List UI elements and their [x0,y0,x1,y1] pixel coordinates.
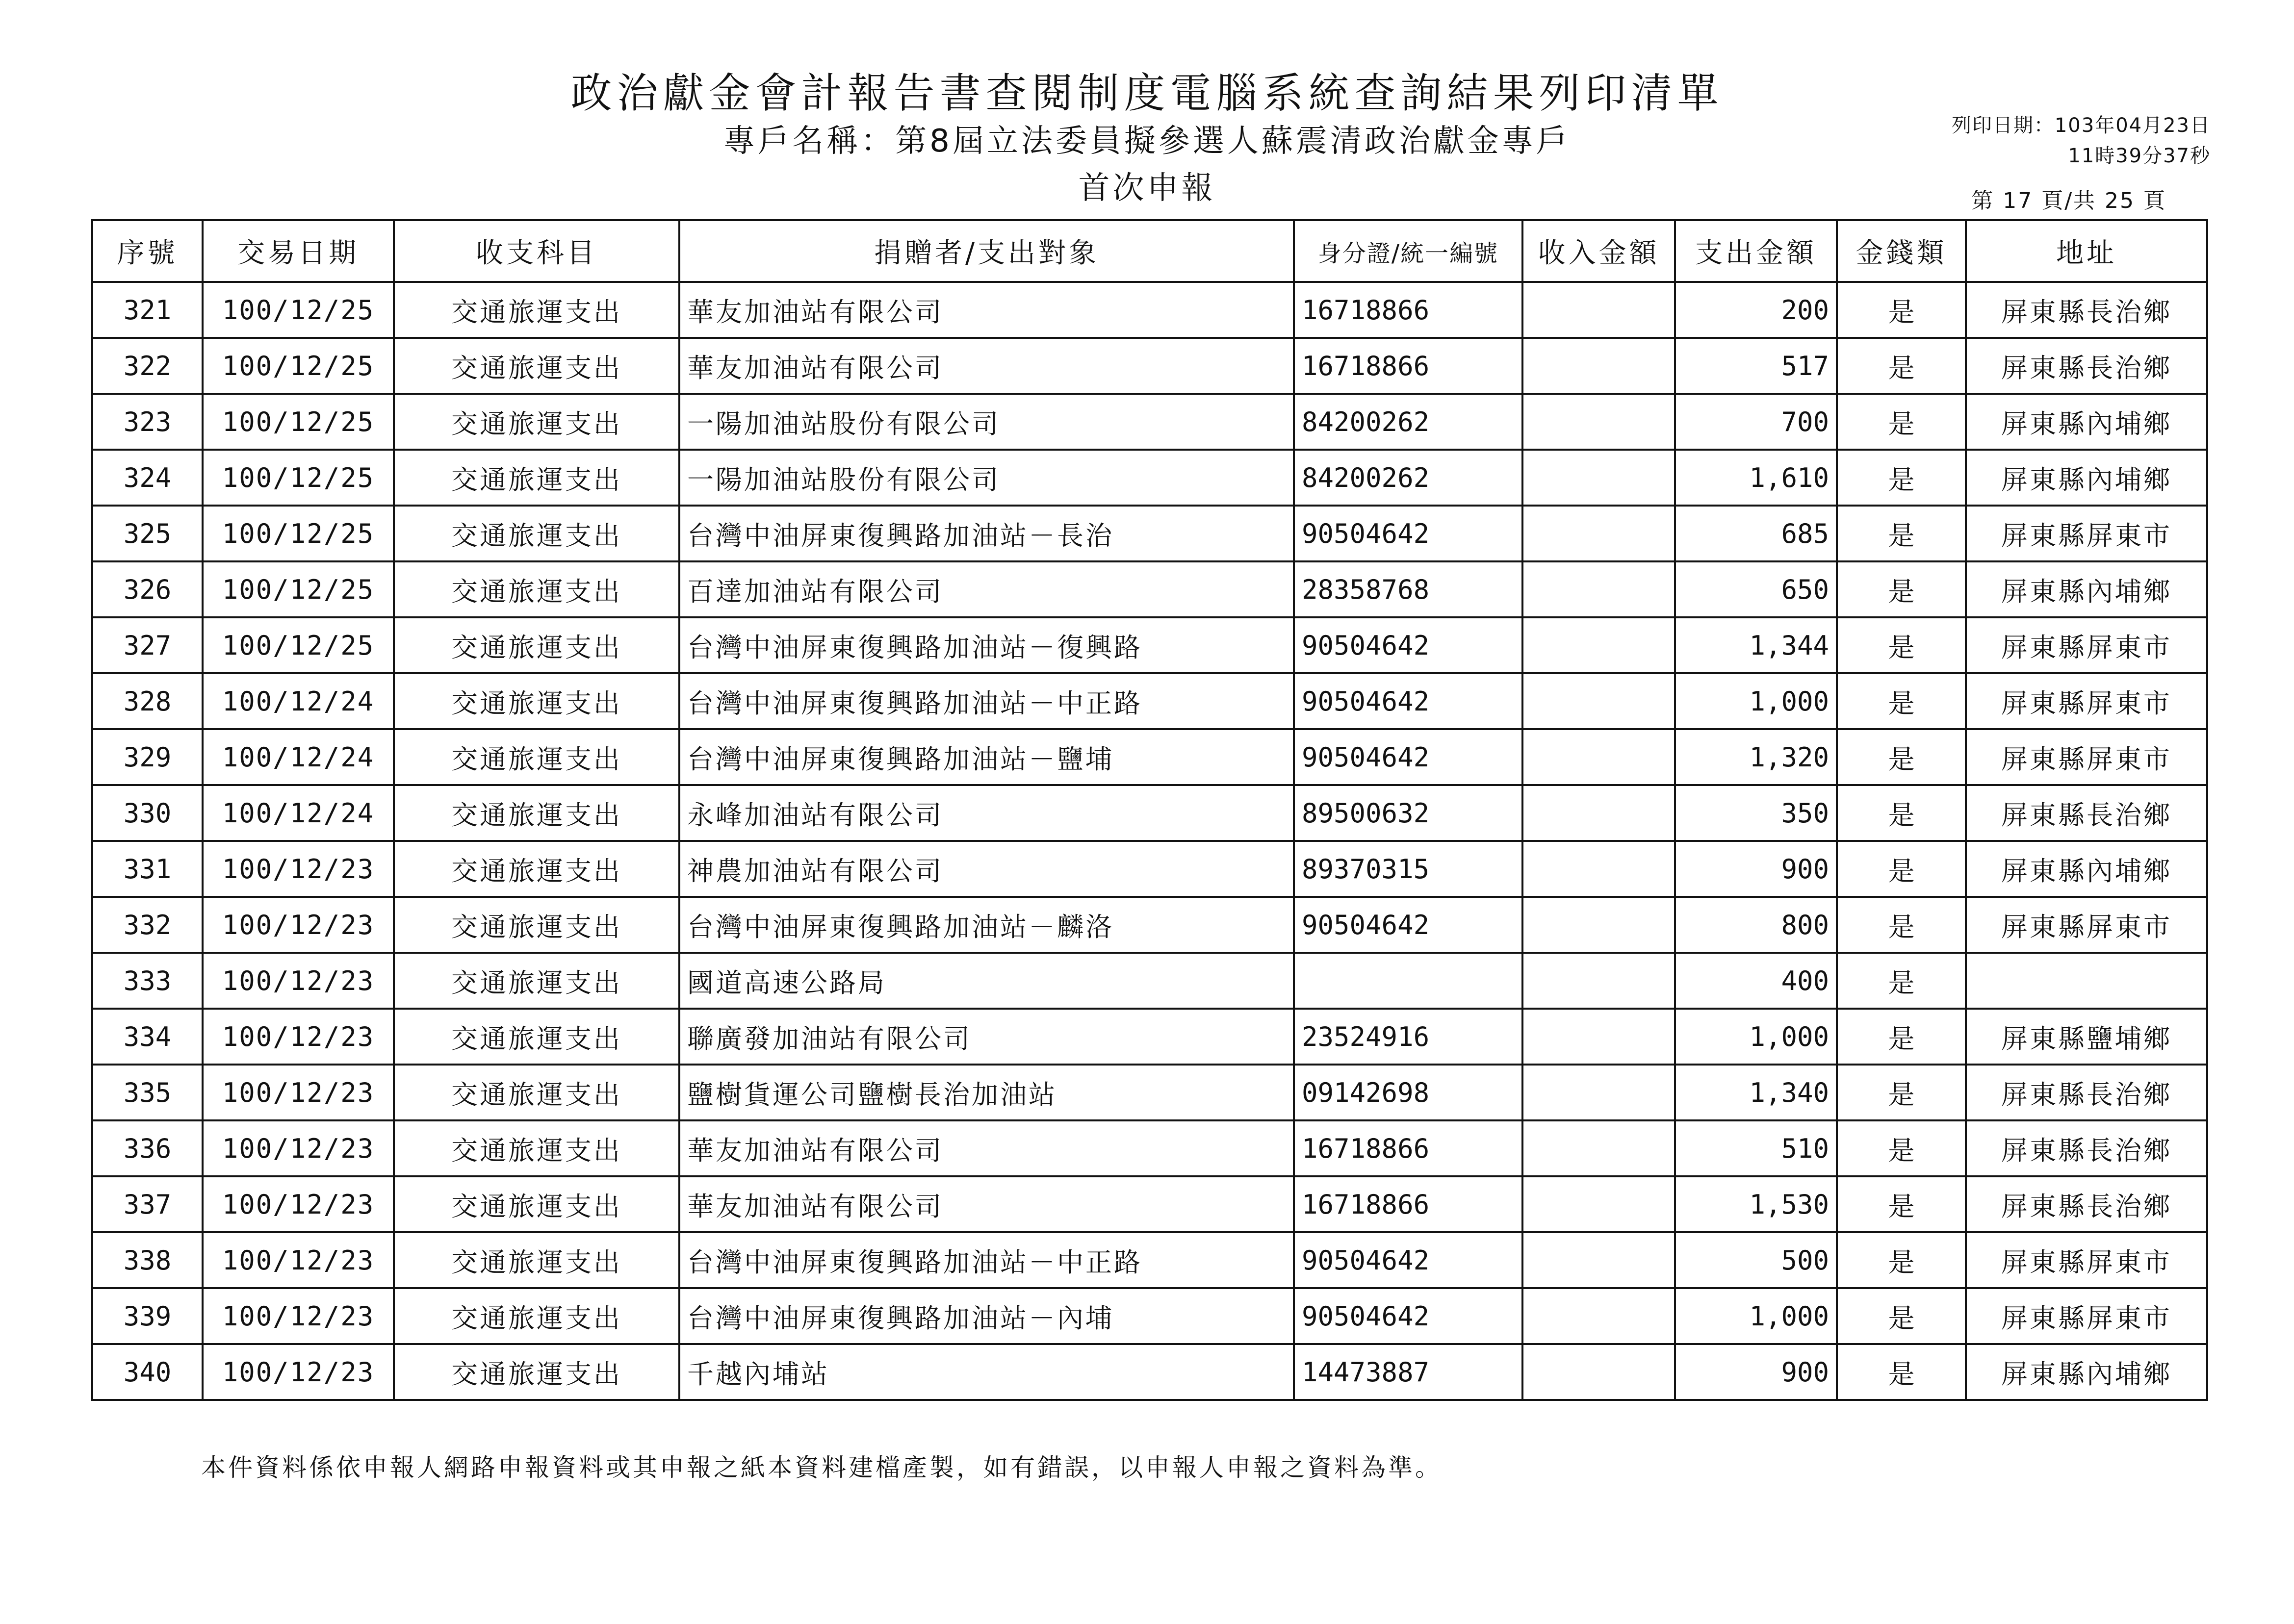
cell-id: 90504642 [1294,617,1522,673]
cell-money-type: 是 [1837,282,1966,338]
cell-address: 屏東縣屏東市 [1966,673,2207,729]
cell-expense: 800 [1675,897,1837,953]
cell-expense: 350 [1675,785,1837,841]
table-row [92,1065,2207,1120]
cell-address: 屏東縣內埔鄉 [1966,450,2207,506]
cell-income [1522,561,1675,617]
cell-address: 屏東縣長治鄉 [1966,338,2207,394]
cell-seq: 330 [92,785,203,841]
cell-party: 百達加油站有限公司 [679,561,1294,617]
table-row [92,282,2207,338]
cell-category: 交通旅運支出 [394,1120,679,1176]
cell-money-type: 是 [1837,506,1966,561]
column-header-date: 交易日期 [203,220,394,282]
cell-income [1522,394,1675,450]
cell-address: 屏東縣屏東市 [1966,729,2207,785]
cell-id: 16718866 [1294,282,1522,338]
cell-address: 屏東縣內埔鄉 [1966,1344,2207,1400]
cell-address: 屏東縣長治鄉 [1966,1065,2207,1120]
cell-money-type: 是 [1837,897,1966,953]
cell-party: 華友加油站有限公司 [679,338,1294,394]
table-row [92,1344,2207,1400]
cell-category: 交通旅運支出 [394,1009,679,1065]
cell-address: 屏東縣內埔鄉 [1966,841,2207,897]
cell-category: 交通旅運支出 [394,897,679,953]
cell-expense: 1,344 [1675,617,1837,673]
cell-expense: 1,320 [1675,729,1837,785]
cell-income [1522,1232,1675,1288]
table-row [92,561,2207,617]
cell-income [1522,1009,1675,1065]
cell-expense: 900 [1675,841,1837,897]
cell-category: 交通旅運支出 [394,1065,679,1120]
cell-seq: 322 [92,338,203,394]
cell-id: 90504642 [1294,897,1522,953]
cell-money-type: 是 [1837,1288,1966,1344]
cell-money-type: 是 [1837,841,1966,897]
cell-address: 屏東縣鹽埔鄉 [1966,1009,2207,1065]
table-row [92,1120,2207,1176]
column-header-party: 捐贈者/支出對象 [679,220,1294,282]
cell-id: 90504642 [1294,506,1522,561]
cell-money-type: 是 [1837,1344,1966,1400]
cell-party: 鹽樹貨運公司鹽樹長治加油站 [679,1065,1294,1120]
cell-seq: 326 [92,561,203,617]
table-row [92,785,2207,841]
cell-date: 100/12/23 [203,1176,394,1232]
cell-id: 09142698 [1294,1065,1522,1120]
print-date: 列印日期：103年04月23日 [1951,114,2211,137]
cell-date: 100/12/23 [203,1344,394,1400]
column-header-money-type: 金錢類 [1837,220,1966,282]
page-title: 政治獻金會計報告書查閱制度電腦系統查詢結果列印清單 [570,69,1724,117]
cell-category: 交通旅運支出 [394,338,679,394]
cell-seq: 324 [92,450,203,506]
cell-date: 100/12/24 [203,729,394,785]
cell-expense: 650 [1675,561,1837,617]
cell-address: 屏東縣長治鄉 [1966,1176,2207,1232]
cell-party: 台灣中油屏東復興路加油站－麟洛 [679,897,1294,953]
cell-seq: 329 [92,729,203,785]
table-row [92,506,2207,561]
cell-income [1522,953,1675,1009]
cell-seq: 328 [92,673,203,729]
cell-id [1294,953,1522,1009]
cell-date: 100/12/23 [203,841,394,897]
table-row [92,1009,2207,1065]
cell-money-type: 是 [1837,1176,1966,1232]
report-type: 首次申報 [1078,170,1216,206]
cell-party: 一陽加油站股份有限公司 [679,394,1294,450]
cell-income [1522,1176,1675,1232]
cell-income [1522,282,1675,338]
table-header-row [92,220,2207,282]
cell-seq: 325 [92,506,203,561]
cell-income [1522,897,1675,953]
cell-date: 100/12/23 [203,1120,394,1176]
cell-category: 交通旅運支出 [394,450,679,506]
cell-id: 16718866 [1294,1120,1522,1176]
cell-category: 交通旅運支出 [394,1288,679,1344]
cell-income [1522,450,1675,506]
cell-category: 交通旅運支出 [394,617,679,673]
cell-money-type: 是 [1837,1232,1966,1288]
cell-category: 交通旅運支出 [394,282,679,338]
cell-income [1522,1288,1675,1344]
cell-party: 台灣中油屏東復興路加油站－長治 [679,506,1294,561]
cell-party: 華友加油站有限公司 [679,1120,1294,1176]
cell-money-type: 是 [1837,1065,1966,1120]
cell-money-type: 是 [1837,617,1966,673]
cell-category: 交通旅運支出 [394,506,679,561]
cell-money-type: 是 [1837,450,1966,506]
cell-party: 台灣中油屏東復興路加油站－中正路 [679,673,1294,729]
cell-money-type: 是 [1837,729,1966,785]
cell-seq: 339 [92,1288,203,1344]
column-header-seq: 序號 [92,220,203,282]
table-row [92,338,2207,394]
cell-party: 神農加油站有限公司 [679,841,1294,897]
cell-money-type: 是 [1837,1009,1966,1065]
cell-address: 屏東縣內埔鄉 [1966,561,2207,617]
cell-date: 100/12/25 [203,282,394,338]
table-row [92,617,2207,673]
cell-seq: 332 [92,897,203,953]
cell-party: 華友加油站有限公司 [679,282,1294,338]
table-row [92,953,2207,1009]
table-row [92,673,2207,729]
cell-date: 100/12/25 [203,338,394,394]
cell-income [1522,841,1675,897]
cell-expense: 517 [1675,338,1837,394]
cell-address: 屏東縣屏東市 [1966,1232,2207,1288]
cell-party: 國道高速公路局 [679,953,1294,1009]
cell-party: 台灣中油屏東復興路加油站－中正路 [679,1232,1294,1288]
cell-id: 23524916 [1294,1009,1522,1065]
cell-id: 16718866 [1294,338,1522,394]
cell-address [1966,953,2207,1009]
cell-category: 交通旅運支出 [394,1232,679,1288]
cell-expense: 510 [1675,1120,1837,1176]
cell-category: 交通旅運支出 [394,394,679,450]
cell-seq: 338 [92,1232,203,1288]
table-row [92,897,2207,953]
footer-note: 本件資料係依申報人網路申報資料或其申報之紙本資料建檔產製，如有錯誤，以申報人申報之資料為準。 [201,1453,1442,1482]
cell-id: 90504642 [1294,729,1522,785]
cell-party: 聯廣發加油站有限公司 [679,1009,1294,1065]
cell-money-type: 是 [1837,673,1966,729]
cell-expense: 685 [1675,506,1837,561]
cell-income [1522,338,1675,394]
cell-seq: 335 [92,1065,203,1120]
cell-party: 一陽加油站股份有限公司 [679,450,1294,506]
cell-address: 屏東縣長治鄉 [1966,785,2207,841]
cell-income [1522,1120,1675,1176]
cell-date: 100/12/23 [203,1009,394,1065]
cell-id: 84200262 [1294,450,1522,506]
cell-category: 交通旅運支出 [394,729,679,785]
cell-expense: 700 [1675,394,1837,450]
cell-income [1522,1344,1675,1400]
cell-id: 28358768 [1294,561,1522,617]
cell-income [1522,729,1675,785]
cell-party: 永峰加油站有限公司 [679,785,1294,841]
cell-expense: 1,340 [1675,1065,1837,1120]
cell-date: 100/12/23 [203,1065,394,1120]
cell-seq: 331 [92,841,203,897]
cell-address: 屏東縣屏東市 [1966,1288,2207,1344]
cell-date: 100/12/23 [203,1288,394,1344]
cell-address: 屏東縣屏東市 [1966,897,2207,953]
account-name: 專戶名稱：第8屆立法委員擬參選人蘇震清政治獻金專戶 [723,123,1571,159]
cell-date: 100/12/25 [203,450,394,506]
cell-income [1522,506,1675,561]
cell-category: 交通旅運支出 [394,561,679,617]
cell-income [1522,673,1675,729]
cell-expense: 1,000 [1675,1288,1837,1344]
cell-id: 90504642 [1294,1232,1522,1288]
table-row [92,729,2207,785]
cell-seq: 336 [92,1120,203,1176]
cell-party: 台灣中油屏東復興路加油站－鹽埔 [679,729,1294,785]
cell-id: 90504642 [1294,673,1522,729]
table-row [92,1288,2207,1344]
cell-seq: 334 [92,1009,203,1065]
cell-money-type: 是 [1837,394,1966,450]
cell-category: 交通旅運支出 [394,841,679,897]
cell-money-type: 是 [1837,785,1966,841]
table-row [92,841,2207,897]
table-row [92,394,2207,450]
cell-category: 交通旅運支出 [394,1176,679,1232]
cell-seq: 327 [92,617,203,673]
cell-category: 交通旅運支出 [394,1344,679,1400]
cell-seq: 333 [92,953,203,1009]
cell-party: 台灣中油屏東復興路加油站－復興路 [679,617,1294,673]
cell-expense: 500 [1675,1232,1837,1288]
cell-party: 華友加油站有限公司 [679,1176,1294,1232]
cell-id: 90504642 [1294,1288,1522,1344]
cell-category: 交通旅運支出 [394,673,679,729]
column-header-address: 地址 [1966,220,2207,282]
cell-address: 屏東縣屏東市 [1966,506,2207,561]
print-time: 11時39分37秒 [2068,145,2211,167]
cell-expense: 1,530 [1675,1176,1837,1232]
cell-expense: 1,000 [1675,1009,1837,1065]
cell-id: 14473887 [1294,1344,1522,1400]
cell-address: 屏東縣屏東市 [1966,617,2207,673]
cell-id: 89370315 [1294,841,1522,897]
cell-date: 100/12/23 [203,897,394,953]
cell-date: 100/12/24 [203,785,394,841]
cell-id: 89500632 [1294,785,1522,841]
cell-expense: 1,000 [1675,673,1837,729]
cell-seq: 323 [92,394,203,450]
column-header-id: 身分證/統一編號 [1294,220,1522,282]
cell-money-type: 是 [1837,338,1966,394]
column-header-category: 收支科目 [394,220,679,282]
table-row [92,450,2207,506]
cell-address: 屏東縣長治鄉 [1966,282,2207,338]
page-indicator: 第 17 頁/共 25 頁 [1971,188,2166,213]
cell-id: 84200262 [1294,394,1522,450]
cell-date: 100/12/25 [203,561,394,617]
cell-date: 100/12/24 [203,673,394,729]
table-body [92,282,2207,1400]
cell-date: 100/12/23 [203,953,394,1009]
cell-date: 100/12/25 [203,394,394,450]
column-header-expense: 支出金額 [1675,220,1837,282]
cell-address: 屏東縣長治鄉 [1966,1120,2207,1176]
cell-money-type: 是 [1837,561,1966,617]
cell-expense: 1,610 [1675,450,1837,506]
cell-expense: 200 [1675,282,1837,338]
table-row [92,1232,2207,1288]
cell-money-type: 是 [1837,953,1966,1009]
cell-income [1522,617,1675,673]
cell-date: 100/12/23 [203,1232,394,1288]
cell-expense: 900 [1675,1344,1837,1400]
cell-date: 100/12/25 [203,506,394,561]
cell-seq: 340 [92,1344,203,1400]
cell-category: 交通旅運支出 [394,953,679,1009]
cell-address: 屏東縣內埔鄉 [1966,394,2207,450]
cell-party: 台灣中油屏東復興路加油站－內埔 [679,1288,1294,1344]
cell-seq: 337 [92,1176,203,1232]
cell-category: 交通旅運支出 [394,785,679,841]
table-row [92,1176,2207,1232]
cell-date: 100/12/25 [203,617,394,673]
transactions-table [91,219,2208,1401]
cell-expense: 400 [1675,953,1837,1009]
column-header-income: 收入金額 [1522,220,1675,282]
cell-income [1522,785,1675,841]
cell-money-type: 是 [1837,1120,1966,1176]
cell-party: 千越內埔站 [679,1344,1294,1400]
cell-id: 16718866 [1294,1176,1522,1232]
cell-income [1522,1065,1675,1120]
cell-seq: 321 [92,282,203,338]
